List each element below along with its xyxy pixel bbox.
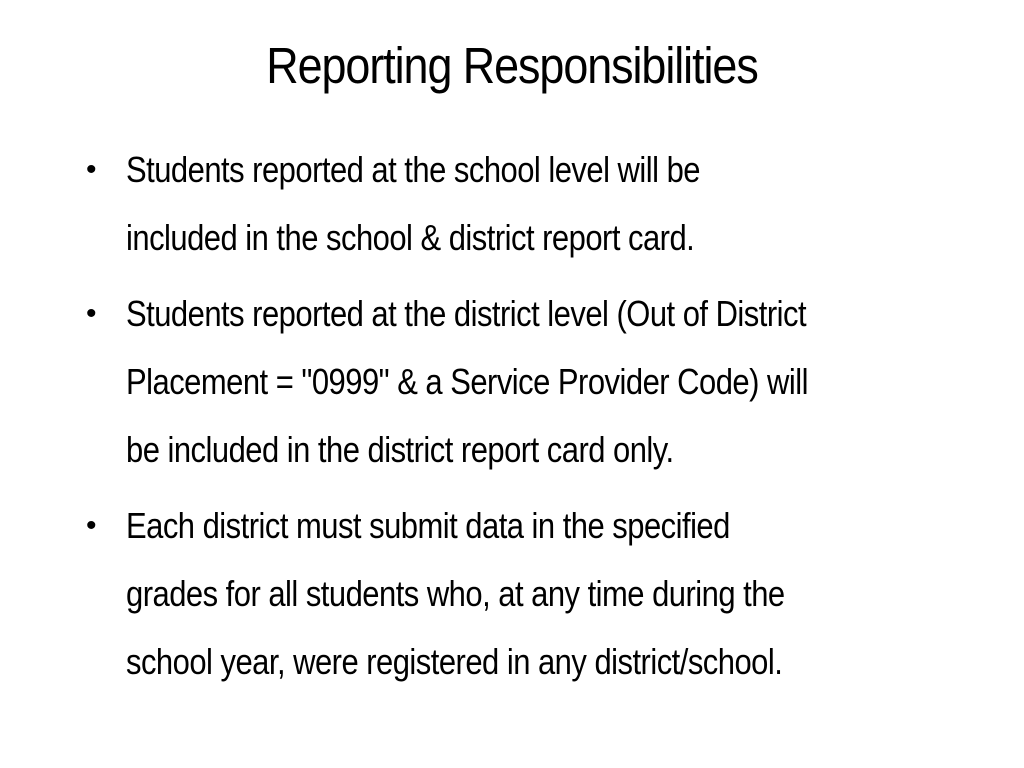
bullet-icon: • [86, 509, 96, 542]
bullet-text: Each district must submit data in the specified grades for all students who, at any time during the school year, were registered in any district/school. [126, 505, 785, 682]
slide-title: Reporting Responsibilities [266, 37, 758, 94]
list-item [84, 136, 1014, 272]
bullet-icon: • [86, 153, 96, 186]
bullet-icon: • [86, 297, 96, 330]
bullet-text: Students reported at the school level will be included in the school & district report card. [126, 149, 700, 258]
bullet-list [84, 136, 1014, 704]
bullet-text: Students reported at the district level (Out of District Placement = "0999" & a Service Provider Code) will be included in the district report card only. [126, 293, 808, 470]
list-item [84, 280, 1014, 484]
list-item [84, 492, 1014, 696]
